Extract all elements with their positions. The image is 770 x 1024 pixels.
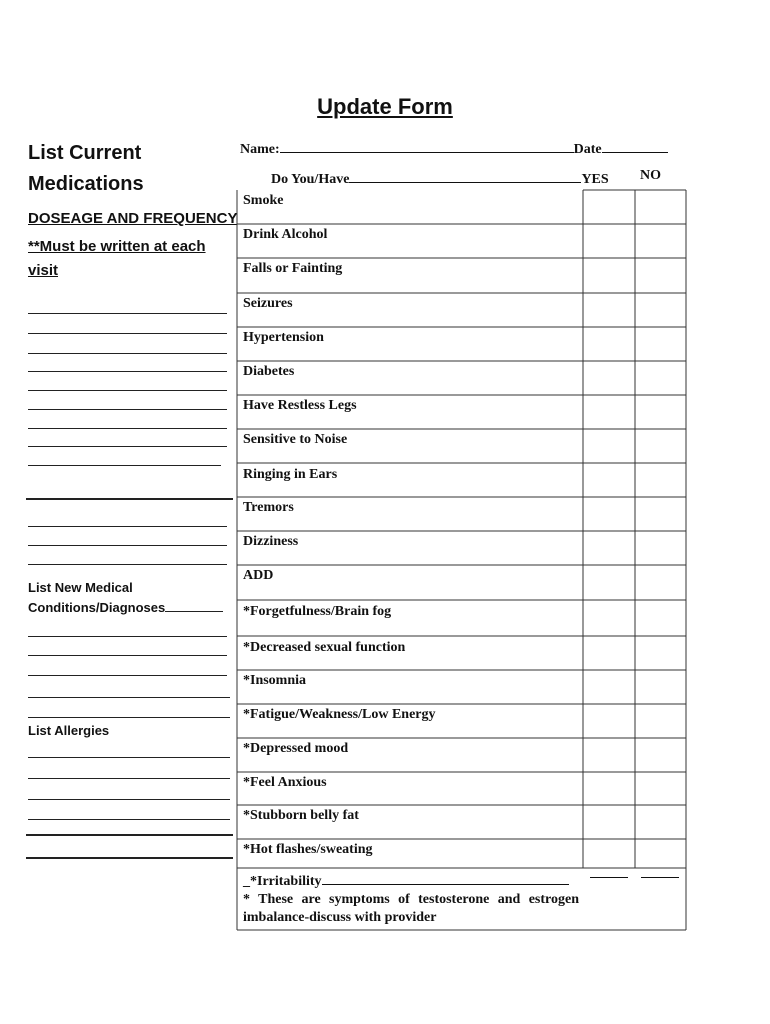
irritability-label: _*Irritability	[243, 874, 322, 889]
allergy-line[interactable]	[28, 778, 230, 779]
condition-line[interactable]	[28, 697, 230, 698]
answer-no-cell[interactable]	[636, 637, 685, 670]
question-label: *Feel Anxious	[243, 775, 327, 790]
conditions-label	[28, 578, 233, 618]
answer-no-cell[interactable]	[636, 294, 685, 327]
question-label: Seizures	[243, 296, 293, 311]
medication-line[interactable]	[28, 333, 227, 334]
answer-yes-cell[interactable]	[584, 705, 634, 738]
question-label: Dizziness	[243, 534, 299, 549]
answer-no-cell[interactable]	[636, 739, 685, 772]
answer-yes-cell[interactable]	[584, 362, 634, 395]
question-label: ADD	[243, 568, 274, 583]
answer-no-cell[interactable]	[636, 566, 685, 600]
question-label: *Hot flashes/sweating	[243, 842, 373, 857]
answer-no-cell[interactable]	[636, 259, 685, 293]
question-label: *Fatigue/Weakness/Low Energy	[243, 707, 436, 722]
conditions-line[interactable]	[165, 599, 223, 612]
answer-no-cell[interactable]	[636, 773, 685, 805]
dosage-label: DOSEAGE AND FREQUENCY	[28, 210, 238, 227]
do-you-have-label: Do You/Have	[271, 172, 350, 187]
irritability-row	[243, 872, 579, 927]
question-label: *Insomnia	[243, 673, 307, 688]
question-label: Ringing in Ears	[243, 467, 338, 482]
answer-no-cell[interactable]	[636, 464, 685, 497]
question-label: *Forgetfulness/Brain fog	[243, 604, 392, 619]
answer-yes-cell[interactable]	[584, 840, 634, 868]
answer-yes-cell[interactable]	[584, 464, 634, 497]
answer-yes-cell[interactable]	[584, 739, 634, 772]
question-label: Sensitive to Noise	[243, 432, 348, 447]
medication-line[interactable]	[28, 446, 227, 447]
medication-line[interactable]	[28, 564, 227, 565]
answer-no-cell[interactable]	[636, 225, 685, 258]
name-field[interactable]	[280, 138, 574, 153]
answer-no-cell[interactable]	[636, 498, 685, 531]
irritability-yes-field[interactable]	[590, 877, 628, 878]
condition-line[interactable]	[28, 636, 227, 637]
answer-yes-cell[interactable]	[584, 498, 634, 531]
medication-line[interactable]	[28, 371, 227, 372]
medication-line[interactable]	[28, 313, 227, 314]
question-label: Falls or Fainting	[243, 261, 343, 276]
medications-heading: List Current Medications	[28, 142, 144, 195]
answer-no-cell[interactable]	[636, 671, 685, 704]
question-label: Hypertension	[243, 330, 324, 345]
answer-yes-cell[interactable]	[584, 430, 634, 463]
answer-yes-cell[interactable]	[584, 191, 634, 224]
name-date-row	[240, 138, 668, 158]
answer-no-cell[interactable]	[636, 705, 685, 738]
medication-line[interactable]	[28, 428, 227, 429]
irritability-line[interactable]	[322, 872, 569, 885]
answer-yes-cell[interactable]	[584, 294, 634, 327]
date-label: Date	[573, 142, 602, 157]
answer-no-cell[interactable]	[636, 362, 685, 395]
do-you-have-line	[349, 168, 581, 183]
medication-line[interactable]	[26, 498, 233, 500]
answer-yes-cell[interactable]	[584, 601, 634, 636]
must-note: **Must be written at each visit	[28, 238, 206, 279]
hormone-note: * These are symptoms of testosterone and estrogen imbalance-discuss with provider	[243, 892, 579, 925]
condition-line[interactable]	[28, 675, 227, 676]
medication-line[interactable]	[28, 526, 227, 527]
answer-no-cell[interactable]	[636, 396, 685, 429]
question-label: Have Restless Legs	[243, 398, 357, 413]
answer-yes-cell[interactable]	[584, 225, 634, 258]
answer-yes-cell[interactable]	[584, 259, 634, 293]
form-title: Update Form	[317, 94, 453, 119]
question-label: *Stubborn belly fat	[243, 808, 359, 823]
answer-yes-cell[interactable]	[584, 532, 634, 565]
answer-yes-cell[interactable]	[584, 773, 634, 805]
answer-yes-cell[interactable]	[584, 637, 634, 670]
medication-line[interactable]	[28, 390, 227, 391]
date-field[interactable]	[602, 138, 668, 153]
question-label: Diabetes	[243, 364, 295, 379]
answer-no-cell[interactable]	[636, 532, 685, 565]
answer-no-cell[interactable]	[636, 430, 685, 463]
answer-no-cell[interactable]	[636, 328, 685, 361]
question-label: *Depressed mood	[243, 741, 349, 756]
condition-line[interactable]	[28, 655, 227, 656]
condition-line[interactable]	[28, 717, 230, 718]
medication-line[interactable]	[28, 409, 227, 410]
medications-panel	[28, 138, 238, 283]
allergy-line[interactable]	[26, 834, 233, 836]
answer-yes-cell[interactable]	[584, 806, 634, 839]
allergy-line[interactable]	[28, 819, 230, 820]
medication-line[interactable]	[28, 465, 221, 466]
answer-yes-cell[interactable]	[584, 566, 634, 600]
yes-label: YES	[581, 172, 609, 187]
answer-no-cell[interactable]	[636, 191, 685, 224]
question-label: *Decreased sexual function	[243, 640, 406, 655]
irritability-no-field[interactable]	[641, 877, 679, 878]
question-label: Drink Alcohol	[243, 227, 328, 242]
allergy-line[interactable]	[26, 857, 233, 859]
answer-yes-cell[interactable]	[584, 671, 634, 704]
medication-line[interactable]	[28, 545, 227, 546]
conditions-label-text: List New Medical Conditions/Diagnoses	[28, 580, 166, 615]
medication-line[interactable]	[28, 353, 227, 354]
answer-yes-cell[interactable]	[584, 328, 634, 361]
allergy-line[interactable]	[28, 757, 230, 758]
answer-yes-cell[interactable]	[584, 396, 634, 429]
allergy-line[interactable]	[28, 799, 230, 800]
answer-no-cell[interactable]	[636, 601, 685, 636]
question-label: Tremors	[243, 500, 294, 515]
question-label: Smoke	[243, 193, 284, 208]
answer-no-cell[interactable]	[636, 840, 685, 868]
allergies-label: List Allergies	[28, 723, 110, 738]
no-label: NO	[640, 168, 661, 183]
answer-no-cell[interactable]	[636, 806, 685, 839]
do-you-have-row	[271, 168, 609, 188]
name-label: Name:	[240, 142, 280, 157]
